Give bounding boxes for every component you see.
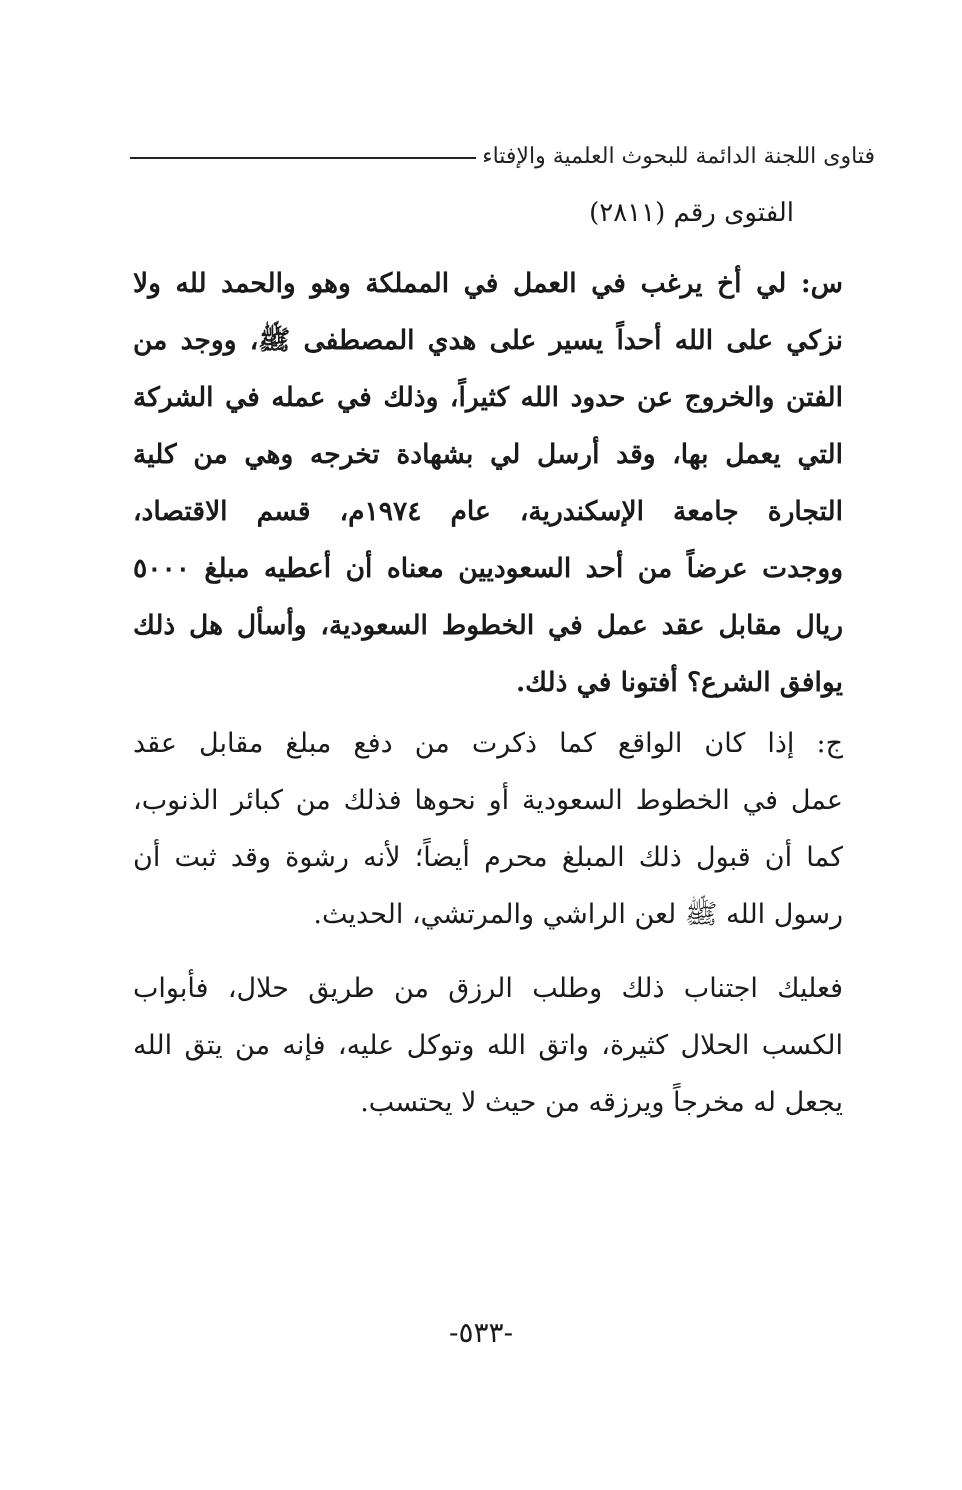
question-line: التي يعمل بها، وقد أرسل لي بشهادة تخرجه وهي من كلية: [133, 439, 843, 470]
answer-line: رسول الله ﷺ لعن الراشي والمرتشي، الحديث.: [313, 899, 843, 930]
answer-line: ج: إذا كان الواقع كما ذكرت من دفع مبلغ مقابل عقد: [133, 728, 843, 759]
question-line: التجارة جامعة الإسكندرية، عام ١٩٧٤م، قسم الاقتصاد،: [133, 496, 843, 527]
running-header: [130, 136, 875, 176]
header-rule: [130, 157, 476, 159]
advice-line: يجعل له مخرجاً ويرزقه من حيث لا يحتسب.: [360, 1087, 843, 1118]
question-line: الفتن والخروج عن حدود الله كثيراً، وذلك في عمله في الشركة: [133, 382, 843, 413]
question-paragraph: [133, 255, 843, 711]
fatwa-number: الفتوى رقم (٢٨١١): [589, 198, 794, 228]
advice-line: فعليك اجتناب ذلك وطلب الرزق من طريق حلال، فأبواب: [133, 973, 843, 1004]
header-title: فتاوى اللجنة الدائمة للبحوث العلمية والإفتاء: [482, 143, 875, 169]
answer-line: كما أن قبول ذلك المبلغ محرم أيضاً؛ لأنه رشوة وقد ثبت أن: [133, 842, 843, 873]
answer-paragraph: [133, 715, 843, 943]
answer-line: عمل في الخطوط السعودية أو نحوها فذلك من كبائر الذنوب،: [133, 785, 843, 816]
question-line: نزكي على الله أحداً يسير على هدي المصطفى ﷺ، ووجد من: [133, 325, 843, 356]
question-line: ريال مقابل عقد عمل في الخطوط السعودية، وأسأل هل ذلك: [133, 610, 843, 641]
advice-paragraph: [133, 960, 843, 1131]
question-line: س: لي أخ يرغب في العمل في المملكة وهو والحمد لله ولا: [133, 268, 843, 299]
question-line: ووجدت عرضاً من أحد السعوديين معناه أن أعطيه مبلغ ٥٠٠٠: [133, 553, 843, 584]
question-line: يوافق الشرع؟ أفتونا في ذلك.: [515, 667, 843, 698]
advice-line: الكسب الحلال كثيرة، واتق الله وتوكل عليه، فإنه من يتق الله: [133, 1030, 843, 1061]
page-number: -٥٣٣-: [448, 1316, 514, 1349]
